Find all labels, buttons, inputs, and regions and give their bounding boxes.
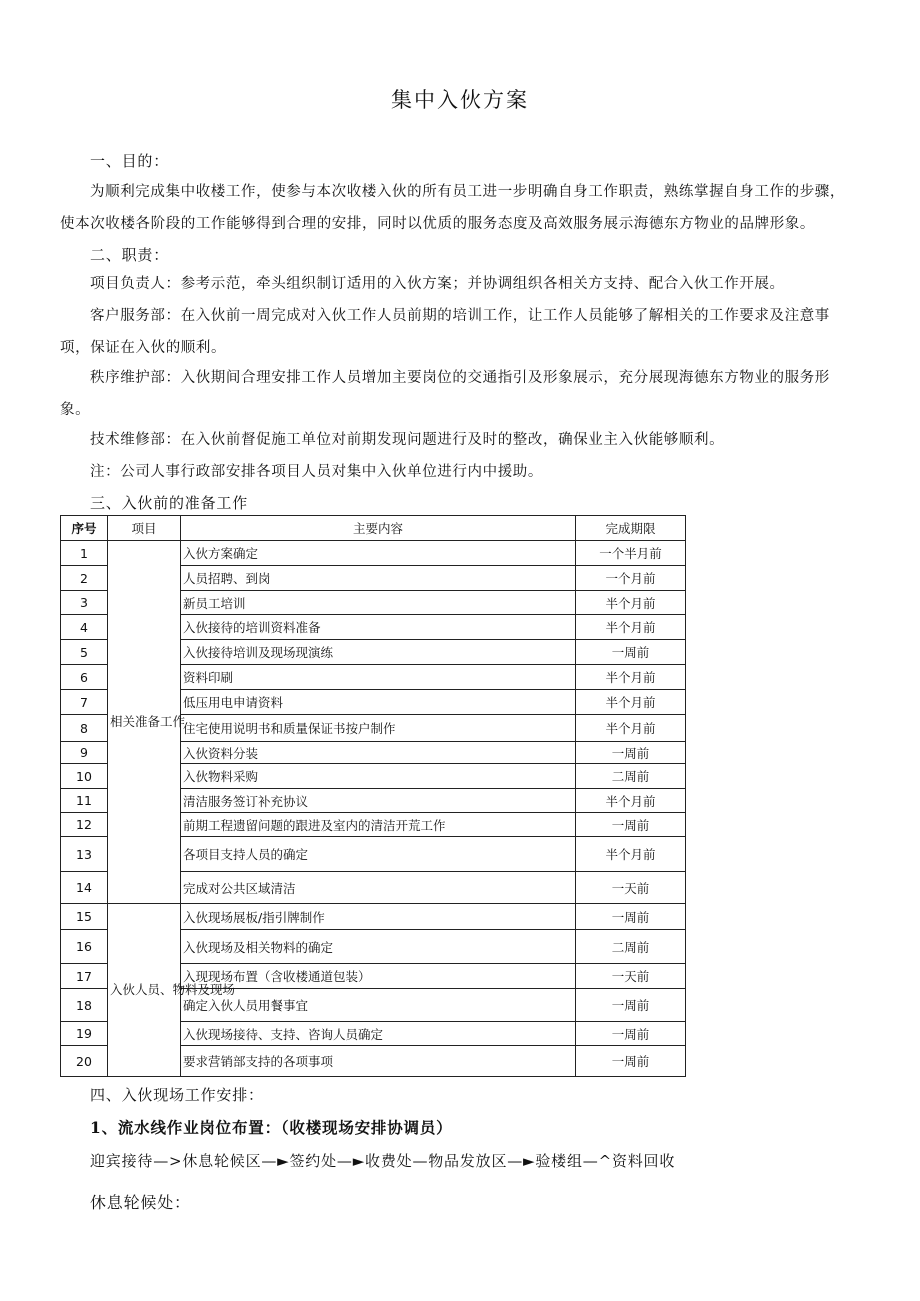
duty-note: 注：公司人事行政部安排各项目人员对集中入伙单位进行内中援助。 <box>90 464 543 480</box>
header-item: 项目 <box>108 516 181 541</box>
row-no: 19 <box>61 1022 108 1046</box>
row-content: 入现现场布置（含收楼通道包装） <box>181 964 576 989</box>
row-deadline: 一周前 <box>576 640 686 665</box>
row-no: 2 <box>61 566 108 591</box>
table-row <box>61 541 686 566</box>
row-no: 16 <box>61 930 108 964</box>
row-content: 入伙现场展板/指引牌制作 <box>181 904 576 930</box>
page-title: 集中入伙方案 <box>391 88 529 112</box>
row-no: 3 <box>61 591 108 615</box>
row-deadline: 一天前 <box>576 964 686 989</box>
row-content: 人员招聘、到岗 <box>181 566 576 591</box>
row-deadline: 一个月前 <box>576 566 686 591</box>
row-content: 完成对公共区域清洁 <box>181 872 576 904</box>
row-deadline: 一个半月前 <box>576 541 686 566</box>
section1-body: 为顺利完成集中收楼工作，使参与本次收楼入伙的所有员工进一步明确自身工作职责，熟练掌握自身工作的步骤，使本次收楼各阶段的工作能够得到合理的安排，同时以优质的服务态度及高效服务展示海德东方物业的品牌形象。 <box>60 184 845 232</box>
flow-line: 迎宾接待—>休息轮候区—►签约处—►收费处—物品发放区—►验楼组—^资料回收 <box>90 1152 676 1170</box>
row-content: 前期工程遗留问题的跟进及室内的清洁开荒工作 <box>181 813 576 837</box>
row-content: 入伙接待的培训资料准备 <box>181 615 576 640</box>
row-deadline: 半个月前 <box>576 690 686 715</box>
header-deadline: 完成期限 <box>576 516 686 541</box>
row-content: 各项目支持人员的确定 <box>181 837 576 872</box>
row-deadline: 半个月前 <box>576 615 686 640</box>
row-no: 18 <box>61 989 108 1022</box>
row-content: 清洁服务签订补充协议 <box>181 789 576 813</box>
row-deadline: 一周前 <box>576 1022 686 1046</box>
row-no: 12 <box>61 813 108 837</box>
row-content: 入伙资料分装 <box>181 742 576 764</box>
section2-heading: 二、职责： <box>90 246 170 264</box>
preparation-table <box>60 515 686 1077</box>
duty-project-lead: 项目负责人：参考示范，牵头组织制订适用的入伙方案；并协调组织各相关方支持、配合入伙工作开展。 <box>90 276 785 292</box>
row-deadline: 一天前 <box>576 872 686 904</box>
row-no: 5 <box>61 640 108 665</box>
section1-heading: 一、目的： <box>90 152 170 170</box>
row-deadline: 二周前 <box>576 764 686 789</box>
row-no: 4 <box>61 615 108 640</box>
rest-area-heading: 休息轮候处： <box>90 1193 191 1212</box>
table-header-row <box>61 516 686 541</box>
row-deadline: 半个月前 <box>576 665 686 690</box>
section3-heading: 三、入伙前的准备工作 <box>90 494 249 512</box>
row-deadline: 半个月前 <box>576 789 686 813</box>
group-personnel-materials-site: 入伙人员、物料及现场 <box>108 904 181 1077</box>
row-deadline: 一周前 <box>576 742 686 764</box>
section4-heading: 四、入伙现场工作安排： <box>90 1086 264 1104</box>
row-deadline: 一周前 <box>576 989 686 1022</box>
row-content: 入伙方案确定 <box>181 541 576 566</box>
row-content: 住宅使用说明书和质量保证书按户制作 <box>181 715 576 742</box>
row-deadline: 一周前 <box>576 1046 686 1077</box>
row-deadline: 半个月前 <box>576 591 686 615</box>
row-content: 确定入伙人员用餐事宜 <box>181 989 576 1022</box>
row-no: 15 <box>61 904 108 930</box>
row-deadline: 一周前 <box>576 813 686 837</box>
row-no: 9 <box>61 742 108 764</box>
row-content: 入伙物料采购 <box>181 764 576 789</box>
duty-customer-service: 客户服务部：在入伙前一周完成对入伙工作人员前期的培训工作，让工作人员能够了解相关的工作要求及注意事项，保证在入伙的顺利。 <box>60 308 830 356</box>
row-deadline: 半个月前 <box>576 715 686 742</box>
row-no: 10 <box>61 764 108 789</box>
row-content: 新员工培训 <box>181 591 576 615</box>
row-content: 入伙接待培训及现场现演练 <box>181 640 576 665</box>
row-no: 1 <box>61 541 108 566</box>
row-deadline: 一周前 <box>576 904 686 930</box>
group-related-preparation: 相关准备工作 <box>108 541 181 904</box>
row-content: 入伙现场及相关物料的确定 <box>181 930 576 964</box>
row-no: 8 <box>61 715 108 742</box>
row-deadline: 半个月前 <box>576 837 686 872</box>
row-no: 13 <box>61 837 108 872</box>
row-no: 20 <box>61 1046 108 1077</box>
row-no: 11 <box>61 789 108 813</box>
duty-technical-repair: 技术维修部：在入伙前督促施工单位对前期发现问题进行及时的整改，确保业主入伙能够顺利。 <box>90 432 725 448</box>
header-no: 序号 <box>61 516 108 541</box>
section4-sub1: 1、流水线作业岗位布置：（收楼现场安排协调员） <box>90 1118 453 1137</box>
row-no: 17 <box>61 964 108 989</box>
row-content: 低压用电申请资料 <box>181 690 576 715</box>
row-deadline: 二周前 <box>576 930 686 964</box>
duty-order-maintenance: 秩序维护部：入伙期间合理安排工作人员增加主要岗位的交通指引及形象展示，充分展现海德东方物业的服务形象。 <box>60 370 830 418</box>
row-content: 要求营销部支持的各项事项 <box>181 1046 576 1077</box>
row-content: 资料印刷 <box>181 665 576 690</box>
row-no: 6 <box>61 665 108 690</box>
row-content: 入伙现场接待、支持、咨询人员确定 <box>181 1022 576 1046</box>
table-row <box>61 904 686 930</box>
row-no: 14 <box>61 872 108 904</box>
row-no: 7 <box>61 690 108 715</box>
header-content: 主要内容 <box>181 516 576 541</box>
